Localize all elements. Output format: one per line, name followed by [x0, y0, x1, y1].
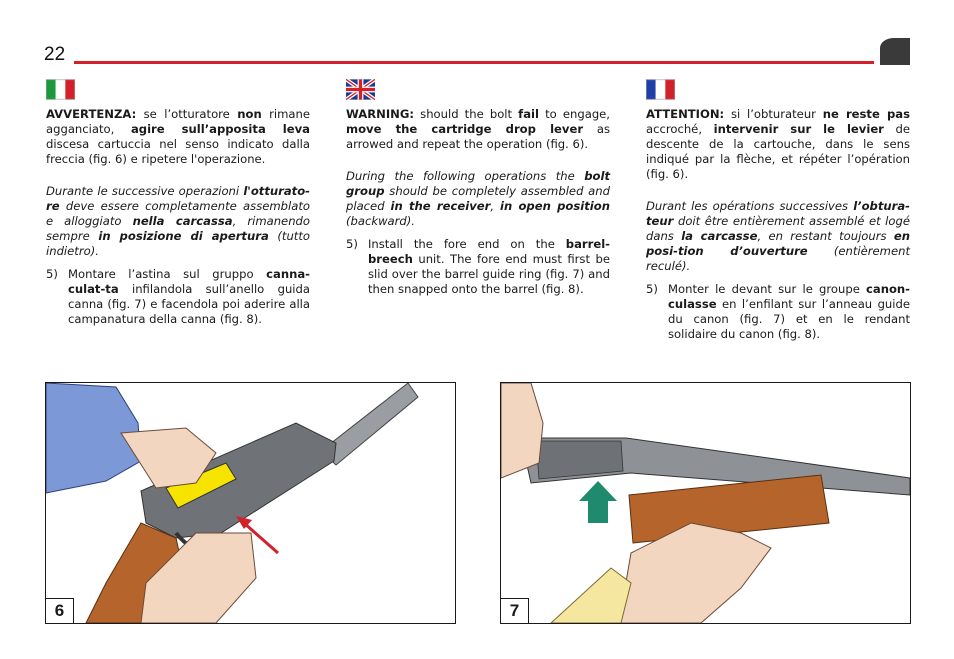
figure-6-illustration: [46, 383, 455, 623]
column-english: [346, 107, 610, 297]
figure-7-illustration: [501, 383, 910, 623]
french-flag-icon: [646, 79, 675, 100]
corner-tab: [880, 38, 910, 65]
figure-label: 6: [46, 598, 74, 623]
note-paragraph: Durante le successive operazioni l'otturato-re deve essere completamente assemblato e alloggiato nella carcassa, rimanendo sempre in posizione di apertura (tutto indietro).: [46, 184, 310, 258]
step-5: 5) Install the fore end on the barrel-breech unit. The fore end must first be slid over the barrel guide ring (fig. 7) and then snapped onto the barrel (fig. 8).: [346, 237, 610, 296]
note-paragraph: During the following operations the bolt group should be completely assembled and placed in the receiver, in open position (backward).: [346, 169, 610, 228]
step-5: 5) Monter le devant sur le groupe canon-culasse en l’enfilant sur l’anneau guide du canon (fig. 7) et en le rendant solidaire du canon (fig. 8).: [646, 282, 910, 341]
note-paragraph: Durant les opérations successives l’obtura-teur doit être entièrement assemblé et logé dans la carcasse, en restant toujours en posi-tion d’ouverture (entièrement reculé).: [646, 199, 910, 273]
figure-7: [500, 382, 911, 624]
page-number: 22: [44, 44, 66, 65]
warning-paragraph: ATTENTION: si l’obturateur ne reste pas accroché, intervenir sur le levier de descente de la cartouche, dans le sens indiqué par la flèche, et répéter l’opération (fig. 6).: [646, 107, 911, 181]
italian-flag-icon: [46, 79, 75, 100]
figure-6: [45, 382, 456, 624]
column-italian: [46, 107, 310, 327]
header-rule: [74, 61, 874, 64]
warning-paragraph: AVVERTENZA: se l’otturatore non rimane agganciato, agire sull’apposita leva discesa cartuccia nel senso indicato dalla freccia (fig. 6) e ripetere l'operazione.: [46, 107, 310, 166]
warning-paragraph: WARNING: should the bolt fail to engage, move the cartridge drop lever as arrowed and repeat the operation (fig. 6).: [346, 107, 610, 151]
column-french: [646, 107, 910, 342]
british-flag-icon: [346, 79, 375, 100]
figure-label: 7: [501, 598, 529, 623]
step-5: 5) Montare l’astina sul gruppo canna-culat-ta infilandola sull’anello guida canna (fig. 7) e facendola poi aderire alla campanatura della canna (fig. 8).: [46, 267, 310, 326]
